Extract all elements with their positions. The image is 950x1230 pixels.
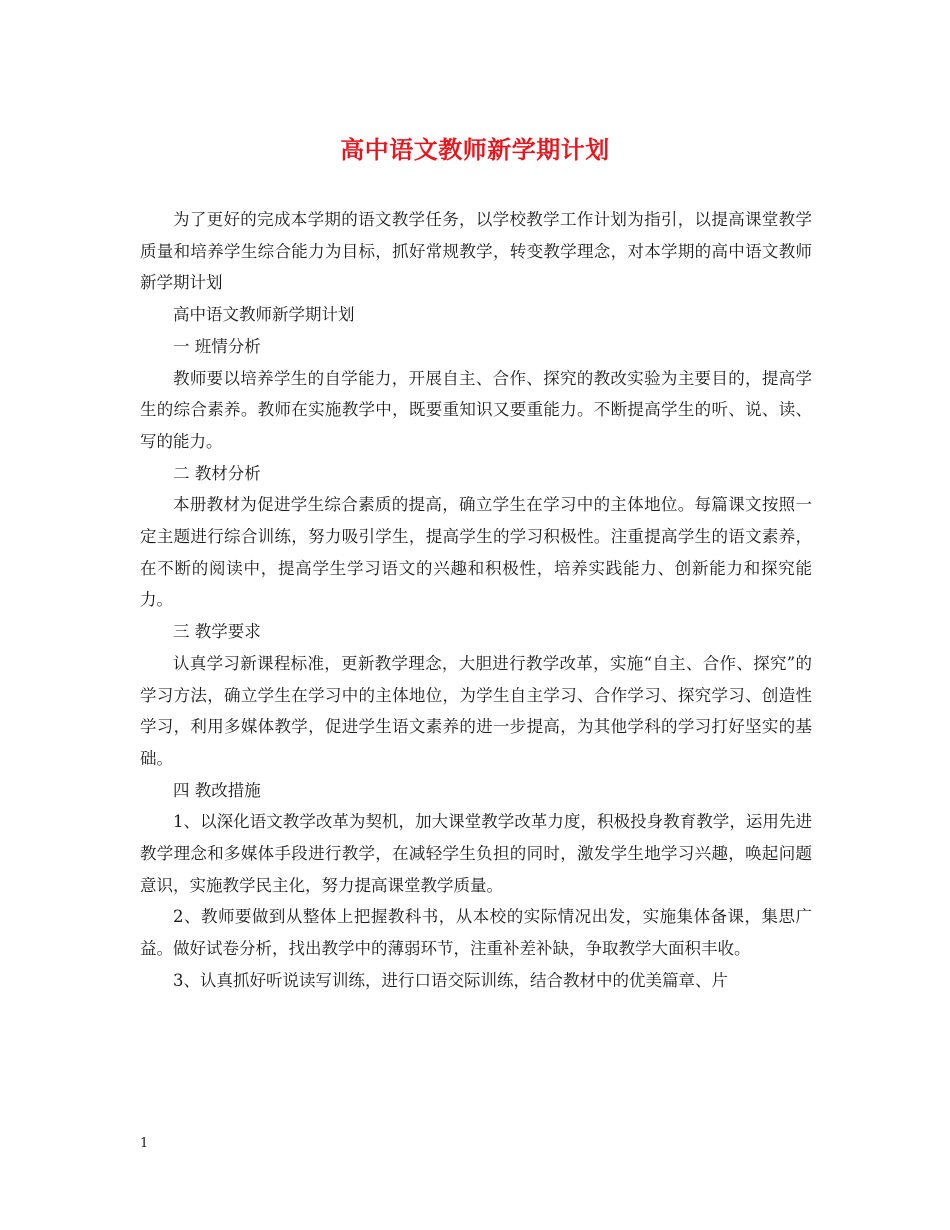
document-body — [140, 204, 812, 997]
subtitle-paragraph: 高中语文教师新学期计划 — [173, 305, 355, 325]
measure-item-2: 2、教师要做到从整体上把握教科书，从本校的实际情况出发，实施集体备课，集思广益。做好试卷分析，找出教学中的薄弱环节，注重补差补缺，争取教学大面积丰收。 — [140, 907, 812, 959]
measure-item-1: 1、以深化语文教学改革为契机，加大课堂教学改革力度，积极投身教育教学，运用先进教学理念和多媒体手段进行教学，在减轻学生负担的同时，激发学生地学习兴趣，唤起问题意识，实施教学民主化，努力提高课堂教学质量。 — [140, 812, 812, 895]
section-heading-class-analysis: 一 班情分析 — [173, 336, 261, 356]
textbook-analysis-paragraph: 本册教材为促进学生综合素质的提高，确立学生在学习中的主体地位。每篇课文按照一定主题进行综合训练，努力吸引学生，提高学生的学习积极性。注重提高学生的语文素养，在不断的阅读中，提高学生学习语文的兴趣和积极性，培养实践能力、创新能力和探究能力。 — [140, 495, 812, 610]
page-number: 1 — [140, 1136, 149, 1151]
intro-paragraph: 为了更好的完成本学期的语文教学任务，以学校教学工作计划为指引，以提高课堂教学质量和培养学生综合能力为目标，抓好常规教学，转变教学理念，对本学期的高中语文教师新学期计划 — [140, 210, 812, 293]
section-heading-textbook-analysis: 二 教材分析 — [173, 463, 261, 483]
teaching-requirements-paragraph: 认真学习新课程标准，更新教学理念，大胆进行教学改革，实施“自主、合作、探究”的学习方法，确立学生在学习中的主体地位，为学生自主学习、合作学习、探究学习、创造性学习，利用多媒体教学，促进学生语文素养的进一步提高，为其他学科的学习打好坚实的基础。 — [140, 653, 812, 768]
section-heading-teaching-requirements: 三 教学要求 — [173, 622, 261, 642]
section-heading-reform-measures: 四 教改措施 — [173, 780, 261, 800]
measure-item-3: 3、认真抓好听说读写训练，进行口语交际训练，结合教材中的优美篇章、片 — [173, 970, 728, 990]
document-title: 高中语文教师新学期计划 — [340, 135, 610, 164]
class-analysis-paragraph: 教师要以培养学生的自学能力，开展自主、合作、探究的教改实验为主要目的，提高学生的综合素养。教师在实施教学中，既要重知识又要重能力。不断提高学生的听、说、读、写的能力。 — [140, 368, 812, 451]
